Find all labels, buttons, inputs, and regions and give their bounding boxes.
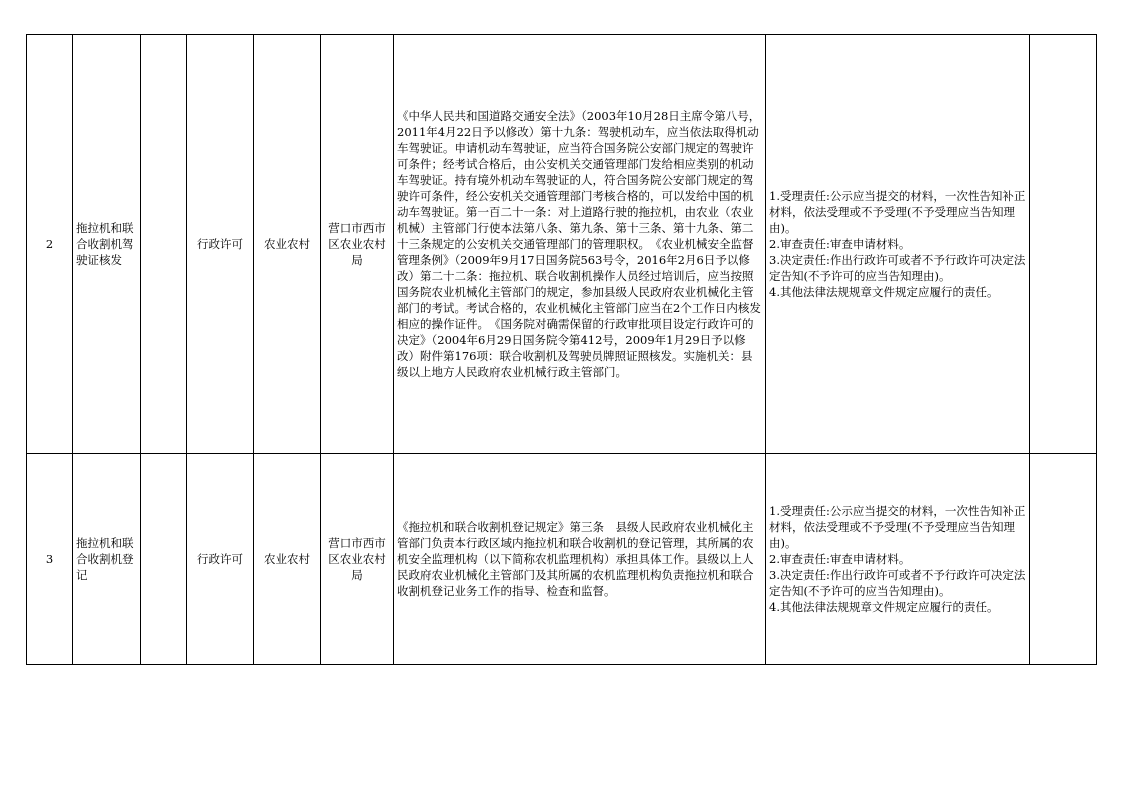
responsibility-item: 3.决定责任:作出行政许可或者不予行政许可决定法定告知(不予许可的应当告知理由)。 bbox=[769, 253, 1026, 283]
item-name: 拖拉机和联合收割机驾驶证核发 bbox=[73, 35, 141, 454]
responsibility-item: 3.决定责任:作出行政许可或者不予行政许可决定法定告知(不予许可的应当告知理由)。 bbox=[769, 568, 1026, 598]
remarks bbox=[1030, 35, 1097, 454]
table-row bbox=[27, 35, 1097, 454]
row-number: 3 bbox=[27, 454, 73, 665]
remarks bbox=[1030, 454, 1097, 665]
legal-basis: 《拖拉机和联合收割机登记规定》第三条 县级人民政府农业机械化主管部门负责本行政区域内拖拉机和联合收割机的登记管理，其所属的农机安全监理机构（以下简称农机监理机构）承担具体工作。县级以上人民政府农业机械化主管部门及其所属的农机监理机构负责拖拉机和联合收割机登记业务工作的指导、检查和监督。 bbox=[394, 454, 766, 665]
table-row bbox=[27, 454, 1097, 665]
implementing-department: 营口市西市区农业农村局 bbox=[321, 454, 394, 665]
power-field: 农业农村 bbox=[254, 454, 321, 665]
power-list-table bbox=[26, 34, 1097, 665]
item-name: 拖拉机和联合收割机登记 bbox=[73, 454, 141, 665]
responsibility-item: 1.受理责任:公示应当提交的材料，一次性告知补正材料，依法受理或不予受理(不予受理应当告知理由)。 bbox=[769, 504, 1026, 550]
power-category: 行政许可 bbox=[187, 35, 254, 454]
power-category: 行政许可 bbox=[187, 454, 254, 665]
legal-basis: 《中华人民共和国道路交通安全法》（2003年10月28日主席令第八号，2011年4月22日予以修改）第十九条：驾驶机动车，应当依法取得机动车驾驶证。申请机动车驾驶证，应当符合国务院公安部门规定的驾驶许可条件；经考试合格后，由公安机关交通管理部门发给相应类别的机动车驾驶证。持有境外机动车驾驶证的人，符合国务院公安部门规定的驾驶许可条件，经公安机关交通管理部门考核合格的，可以发给中国的机动车驾驶证。第一百二十一条：对上道路行驶的拖拉机，由农业（农业机械）主管部门行使本法第八条、第九条、第十三条、第十九条、第二十三条规定的公安机关交通管理部门的管理职权。 《农业机械安全监督管理条例》（2009年9月17日国务院563号令，2016年2月6日予以修改）第二十二条：拖拉机、联合收割机操作人员经过培训后，应当按照国务院农业机械化主管部门的规定，参加县级人民政府农业机械化主管部门的考试。考试合格的，农业机械化主管部门应当在2个工作日内核发相应的操作证件。 《国务院对确需保留的行政审批项目设定行政许可的决定》（2004年6月29日国务院令第412号，2009年1月29日予以修改）附件第176项：联合收割机及驾驶员牌照证照核发。实施机关：县级以上地方人民政府农业机械行政主管部门。 bbox=[394, 35, 766, 454]
responsibility-item: 2.审查责任:审查申请材料。 bbox=[769, 552, 911, 566]
power-field: 农业农村 bbox=[254, 35, 321, 454]
responsibility-item: 1.受理责任:公示应当提交的材料，一次性告知补正材料，依法受理或不予受理(不予受理应当告知理由)。 bbox=[769, 189, 1026, 235]
responsibility-items bbox=[766, 454, 1030, 665]
sub-item bbox=[141, 454, 187, 665]
implementing-department: 营口市西市区农业农村局 bbox=[321, 35, 394, 454]
responsibility-item: 4.其他法律法规规章文件规定应履行的责任。 bbox=[769, 600, 999, 614]
responsibility-item: 4.其他法律法规规章文件规定应履行的责任。 bbox=[769, 285, 999, 299]
row-number: 2 bbox=[27, 35, 73, 454]
responsibility-items bbox=[766, 35, 1030, 454]
sub-item bbox=[141, 35, 187, 454]
responsibility-item: 2.审查责任:审查申请材料。 bbox=[769, 237, 911, 251]
